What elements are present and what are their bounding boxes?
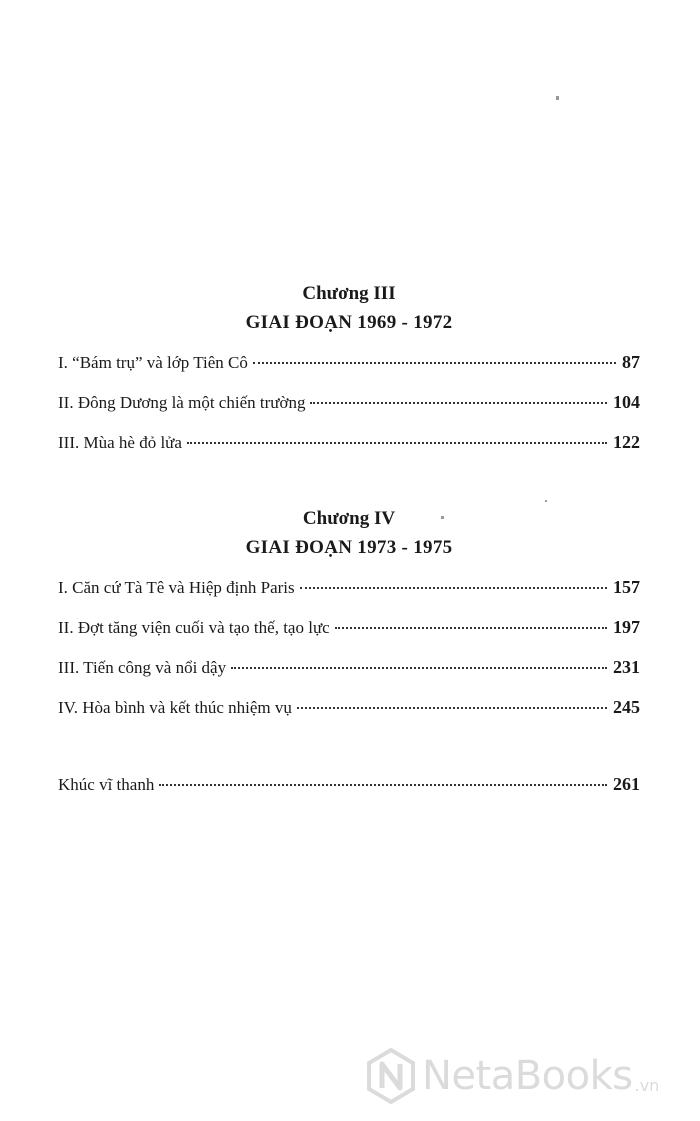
toc-entry[interactable] (58, 350, 640, 390)
toc-entry-page: 231 (613, 657, 640, 677)
toc-entry-page: 197 (613, 617, 640, 637)
outro-section (58, 772, 640, 812)
netabooks-logo-icon (366, 1048, 416, 1104)
scan-speck (545, 500, 547, 502)
dot-leader (310, 402, 607, 404)
watermark-brand: NetaBooks (422, 1053, 633, 1099)
dot-leader (335, 627, 607, 629)
toc-entry[interactable] (58, 575, 640, 615)
toc-entry-page: 104 (613, 392, 640, 412)
toc-entry-page: 87 (622, 352, 640, 372)
toc-entry[interactable] (58, 695, 640, 735)
dot-leader (187, 442, 607, 444)
toc-entry-title: II. Đợt tăng viện cuối và tạo thế, tạo lực (58, 618, 330, 637)
toc-entry-page: 122 (613, 432, 640, 452)
toc-entry[interactable] (58, 430, 640, 470)
toc-entry-title: IV. Hòa bình và kết thúc nhiệm vụ (58, 698, 292, 717)
chapter-title: Chương III (302, 283, 396, 304)
scan-speck (556, 96, 559, 100)
chapter-4 (58, 507, 640, 735)
dot-leader (300, 587, 607, 589)
toc-entry[interactable] (58, 655, 640, 695)
dot-leader (159, 784, 607, 786)
toc-entry-page: 245 (613, 697, 640, 717)
toc-entry-title: I. Căn cứ Tà Tê và Hiệp định Paris (58, 578, 295, 597)
dot-leader (253, 362, 616, 364)
toc-entry-page: 261 (613, 774, 640, 794)
dot-leader (231, 667, 607, 669)
watermark-suffix: .vn (634, 1075, 660, 1095)
toc-entry[interactable] (58, 615, 640, 655)
toc-entry-title: I. “Bám trụ” và lớp Tiên Cô (58, 353, 248, 372)
chapter-subtitle: GIAI ĐOẠN 1973 - 1975 (245, 537, 453, 558)
toc-entry-title: III. Tiến công và nổi dậy (58, 658, 227, 677)
dot-leader (297, 707, 607, 709)
watermark (366, 1046, 686, 1106)
chapter-3 (58, 282, 640, 470)
toc-entry-page: 157 (613, 577, 640, 597)
chapter-subtitle: GIAI ĐOẠN 1969 - 1972 (245, 312, 453, 333)
toc-entry-title: Khúc vĩ thanh (58, 775, 155, 794)
toc-entry[interactable] (58, 772, 640, 812)
toc-entry-title: II. Đông Dương là một chiến trường (58, 393, 306, 412)
toc-entry[interactable] (58, 390, 640, 430)
chapter-title: Chương IV (302, 508, 396, 529)
toc-entry-title: III. Mùa hè đỏ lửa (58, 433, 182, 452)
